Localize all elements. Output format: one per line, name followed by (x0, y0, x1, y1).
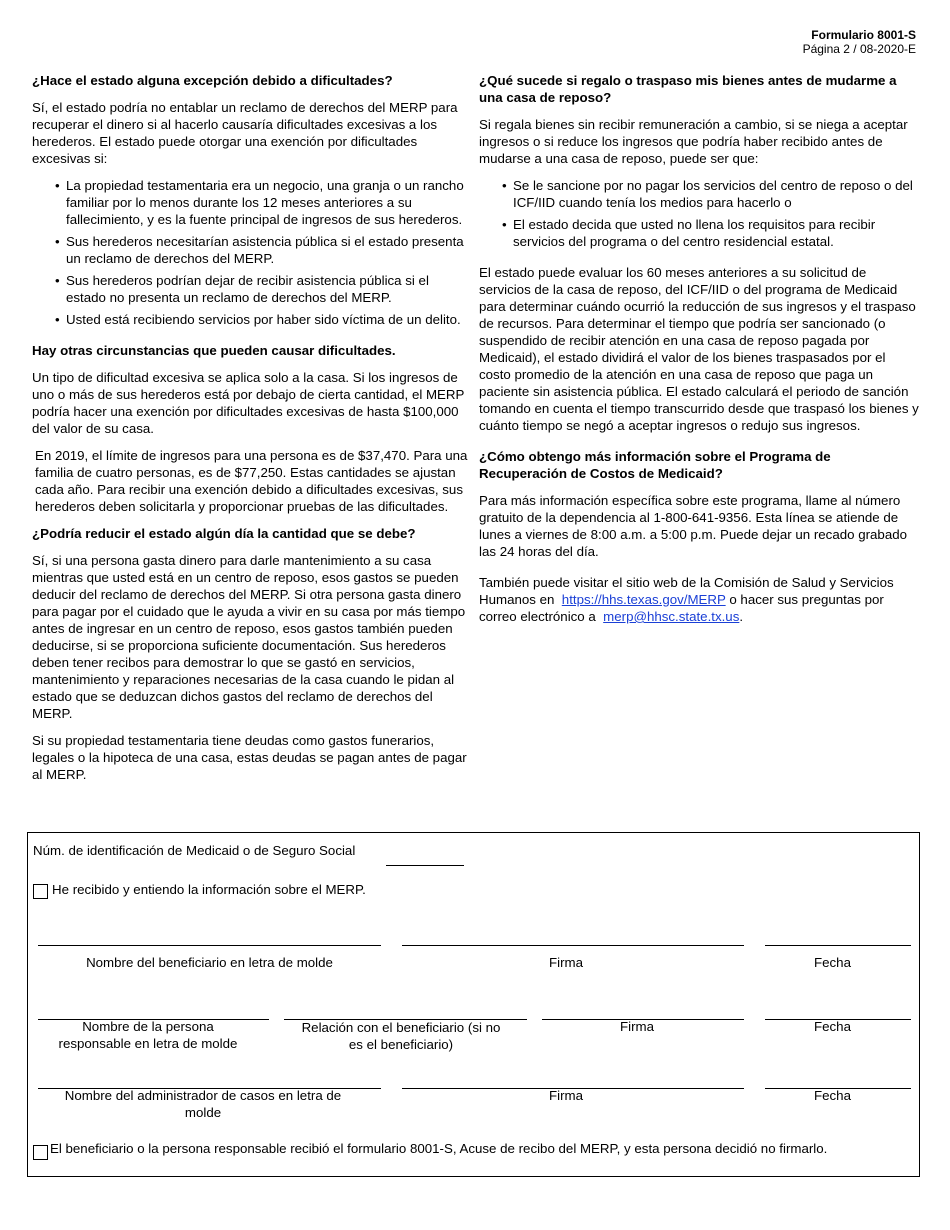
responsible-date-label: Fecha (814, 1019, 851, 1034)
declined-to-sign-checkbox[interactable] (33, 1145, 48, 1160)
form-number: Formulario 8001-S (811, 28, 916, 42)
case-manager-signature-label: Firma (549, 1088, 583, 1103)
received-checkbox-label: He recibido y entiendo la información sobre el MERP. (52, 882, 366, 897)
list-item: • La propiedad testamentaria era un negocio, una granja o un rancho familiar por lo menos durante los 12 meses anteriores a su fallecimiento, y es la fuente principal de ingresos de sus herederos. (32, 177, 472, 228)
heading-reduce-amount: ¿Podría reducir el estado algún día la cantidad que se debe? (32, 526, 416, 541)
beneficiary-signature-label: Firma (549, 955, 583, 970)
paragraph: Sí, el estado podría no entablar un reclamo de derechos del MERP para recuperar el dinero si al hacerlo causaría dificultades excesivas a los herederos. El estado puede otorgar una exención por dificultades excesivas si: (32, 100, 458, 166)
paragraph: Sí, si una persona gasta dinero para darle mantenimiento a su casa mientras que usted está en un centro de reposo, esos gastos se pueden deducir del reclamo de derechos del MERP. Si otra persona gasta dinero para pagar por el cuidado que le ayuda a vivir en su casa por más tiempo antes de ingresar en un centro de reposo, esos gastos también pueden deducirse, si se proporciona suficiente documentación. Sus herederos deben tener recibos para demostrar lo que se gastó en servicios, mantenimiento y reparaciones necesarias de la casa cuando le pidan al estado que se deduzcan dichos gastos del reclamo de derechos del MERP. (32, 553, 466, 721)
acknowledgment-form (27, 832, 920, 1177)
paragraph: Si su propiedad testamentaria tiene deudas como gastos funerarios, legales o la hipoteca de una casa, estas deudas se pagan antes de pagar al MERP. (32, 733, 467, 782)
contact-paragraph: También puede visitar el sitio web de la Comisión de Salud y Servicios Humanos en https://hhs.texas.gov/MERP o hacer sus preguntas por correo electrónico a merp@hhsc.state.tx.us. (479, 575, 894, 624)
responsible-signature-label: Firma (620, 1019, 654, 1034)
beneficiary-signature-field[interactable] (402, 945, 744, 946)
merp-email-link[interactable]: merp@hhsc.state.tx.us (603, 609, 740, 624)
case-manager-name-label: Nombre del administrador de casos en letra de molde (64, 1088, 342, 1120)
id-number-field[interactable] (386, 865, 464, 866)
heading-more-info: ¿Cómo obtengo más información sobre el Programa de Recuperación de Costos de Medicaid? (479, 449, 831, 481)
paragraph: Un tipo de dificultad excesiva se aplica solo a la casa. Si los ingresos de uno o más de sus herederos está por debajo de cierta cantidad, el MERP podría hacer una exención por dificultades excesivas de hasta $100,000 del valor de su casa. (32, 370, 465, 436)
id-label: Núm. de identificación de Medicaid o de Seguro Social (33, 843, 356, 858)
beneficiary-name-label: Nombre del beneficiario en letra de molde (86, 955, 333, 970)
paragraph: Si regala bienes sin recibir remuneración a cambio, si se niega a aceptar ingresos o si reduce los ingresos que podría haber recibido antes de mudarse a una casa de reposo, puede ser que: (479, 117, 908, 166)
hardship-list (32, 177, 472, 328)
page-info: Página 2 / 08-2020-E (802, 42, 916, 56)
list-item: • Sus herederos necesitarían asistencia pública si el estado presenta un reclamo de derechos del MERP. (32, 233, 472, 267)
penalty-list (479, 177, 919, 250)
page-header (803, 28, 916, 56)
responsible-name-label: Nombre de la persona responsable en letra de molde (58, 1019, 238, 1051)
list-item: • Se le sancione por no pagar los servicios del centro de reposo o del ICF/IID cuando tenía los medios para hacerlo o (479, 177, 919, 211)
beneficiary-date-field[interactable] (765, 945, 911, 946)
heading-gift-transfer: ¿Qué sucede si regalo o traspaso mis bienes antes de mudarme a una casa de reposo? (479, 73, 897, 105)
heading-hardship-exception: ¿Hace el estado alguna excepción debido a dificultades? (32, 73, 393, 88)
received-checkbox[interactable] (33, 884, 48, 899)
list-item: • El estado decida que usted no llena los requisitos para recibir servicios del programa o del centro residencial estatal. (479, 216, 919, 250)
beneficiary-name-field[interactable] (38, 945, 381, 946)
heading-other-circumstances: Hay otras circunstancias que pueden causar dificultades. (32, 343, 396, 358)
declined-to-sign-label: El beneficiario o la persona responsable recibió el formulario 8001-S, Acuse de recibo del MERP, y esta persona decidió no firmarlo. (50, 1141, 828, 1156)
left-column (32, 72, 472, 793)
list-item: • Sus herederos podrían dejar de recibir asistencia pública si el estado no presenta un reclamo de derechos del MERP. (32, 272, 472, 306)
relationship-label: Relación con el beneficiario (si no es el beneficiario) (301, 1020, 501, 1052)
beneficiary-date-label: Fecha (814, 955, 851, 970)
income-limit-paragraph: En 2019, el límite de ingresos para una persona es de $37,470. Para una familia de cuatro personas, es de $77,250. Estas cantidades se ajustan cada año. Para recibir una exención debido a dificultades excesivas, sus herederos deben solicitarla y proporcionar pruebas de las dificultades. (35, 448, 468, 514)
right-column (479, 72, 919, 635)
paragraph: Para más información específica sobre este programa, llame al número gratuito de la dependencia al 1-800-641-9356. Esta línea se atiende de lunes a viernes de 8:00 a.m. a 5:00 p.m. Puede dejar un recado grabado las 24 horas del día. (479, 493, 908, 559)
list-item: • Usted está recibiendo servicios por haber sido víctima de un delito. (32, 311, 472, 328)
merp-website-link[interactable]: https://hhs.texas.gov/MERP (561, 592, 726, 607)
case-manager-date-label: Fecha (814, 1088, 851, 1103)
paragraph: El estado puede evaluar los 60 meses anteriores a su solicitud de servicios de la casa de reposo, del ICF/IID o del programa de Medicaid para determinar cuándo ocurrió la reducción de sus ingresos y el traspaso de recursos. Para determinar el tiempo que podría ser sancionado (o suspendido de recibir atención en una casa de reposo pagada por Medicaid), el estado dividirá el valor de los bienes traspasados por el costo promedio de la atención en una casa de reposo que paga un paciente sin asistencia pública. El estado calculará el periodo de sanción tomando en cuenta el tiempo transcurrido desde que traspasó los bienes y cuánto tiempo se negó a aceptar ingresos o redujo sus ingresos. (479, 265, 919, 433)
